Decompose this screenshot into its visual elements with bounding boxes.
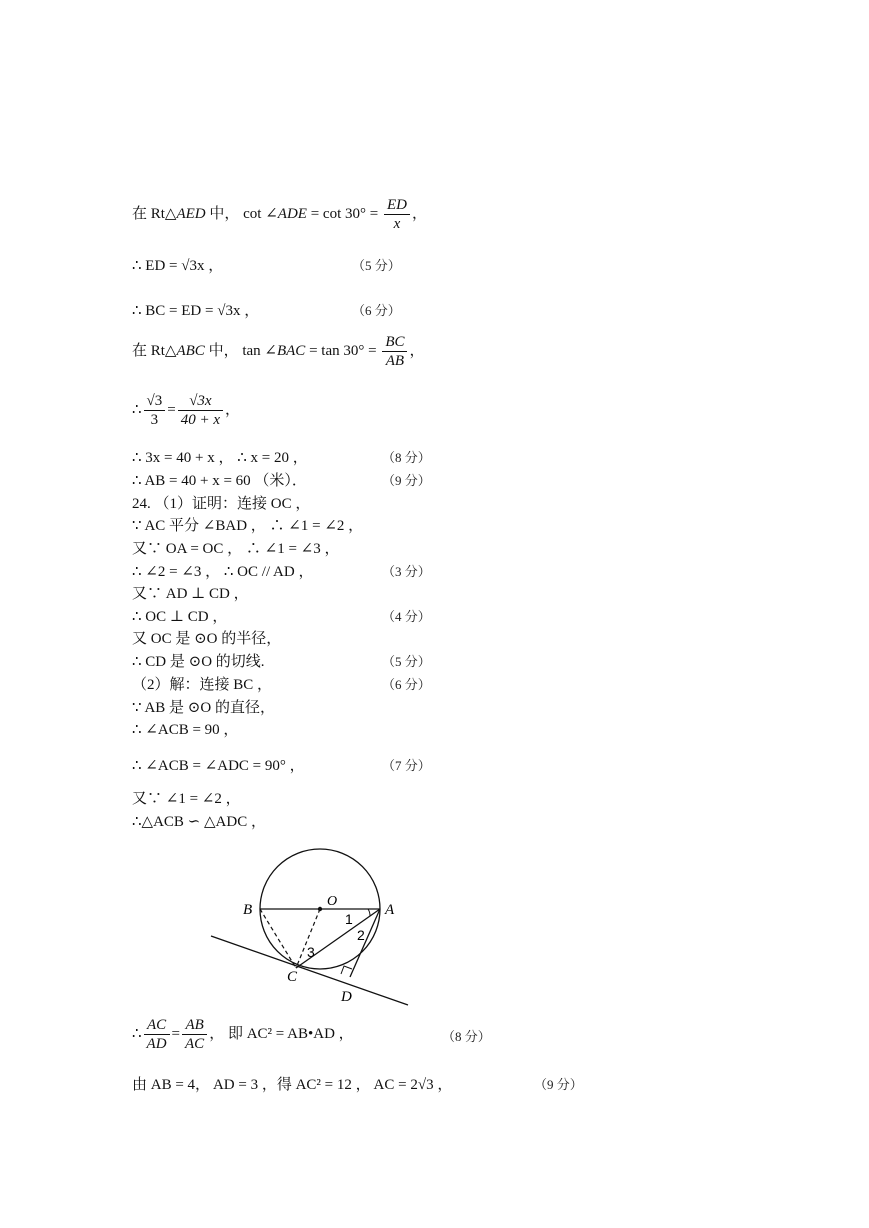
numerator: AB [182,1016,207,1035]
solution-line-23 [132,1075,452,1095]
solution-line-9 [132,516,363,536]
label-c: C [287,969,298,985]
label-d: D [341,989,352,1005]
solution-line-18 [132,720,238,740]
solution-line-16 [132,675,272,695]
text: ∴ 3x = 40 + x ， ∴ x = 20 ， [132,450,308,466]
text: ∴ ∠ACB = 90 ， [132,722,239,738]
score-mark: （3 分） [382,564,431,579]
fraction [382,333,407,370]
text: ∴ ED = √3x ， [132,258,224,274]
text: ∵ AC 平分 ∠BAD ， ∴ ∠1 = ∠2 ， [132,518,364,534]
score-mark: （6 分） [382,677,431,692]
score-mark: （6 分） [352,303,401,318]
text: ∴ [132,1025,142,1042]
text: ∴ ∠2 = ∠3 ， ∴ OC // AD ， [132,564,314,580]
text: ， [409,342,425,359]
text: ∴ BC = ED = √3x ， [132,303,260,319]
text: ∵ AB 是 ⊙O 的直径， [132,700,275,716]
solution-line-2 [132,256,223,276]
score-mark: （9 分） [382,473,431,488]
geometry-figure [200,845,420,1010]
fraction [178,392,223,429]
text: 中， tan ∠ [204,342,277,359]
text: 又∵ AD ⊥ CD ， [132,586,249,602]
solution-line-12 [132,584,249,604]
text: ， [225,401,241,418]
text: ∴△ACB ∽ △ADC ， [132,814,266,830]
denominator: AD [146,1036,167,1052]
center-dot [318,907,322,911]
solution-line-14 [132,629,281,649]
angle-arc [368,909,370,916]
text: 又∵ OA = OC ， ∴ ∠1 = ∠3 ， [132,541,340,557]
score-mark: （9 分） [534,1077,583,1092]
score-mark: （5 分） [382,654,431,669]
score-mark: （7 分） [382,758,431,773]
numerator: √3x [178,392,223,411]
denominator: AC [185,1036,205,1052]
math-var: BAC [276,342,306,359]
numerator: √3 [144,392,166,411]
solution-line-8 [132,494,310,514]
label-angle-3: 3 [307,944,315,960]
solution-line-6 [132,448,308,468]
denominator: 40 + x [180,412,221,428]
solution-line-21 [132,812,266,832]
denominator: AB [385,353,405,369]
score-mark: （4 分） [382,609,431,624]
denominator: 3 [150,412,159,428]
solution-line-22 [132,1016,354,1053]
label-angle-1: 1 [345,911,353,927]
text: 由 AB = 4， AD = 3 ，得 AC² = 12 ， AC = 2√3 ， [132,1077,453,1093]
math-var: ADE [277,205,307,222]
text: 在 Rt△ [132,342,177,359]
label-b: B [243,902,253,918]
math-var: AED [176,205,206,222]
text: ∴ ∠ACB = ∠ADC = 90° ， [132,758,305,774]
solution-line-7 [132,471,307,491]
text: = [167,401,176,418]
solution-line-4 [132,333,425,370]
score-mark: （8 分） [382,450,431,465]
text: = cot 30° = [306,205,382,222]
text: 在 Rt△ [132,205,177,222]
solution-line-5 [132,392,240,429]
math-var: ABC [176,342,205,359]
solution-line-13 [132,607,227,627]
text: ， 即 AC² = AB•AD ， [209,1025,354,1042]
fraction [182,1016,207,1053]
label-o: O [327,894,338,909]
numerator: ED [384,196,410,215]
text: = tan 30° = [305,342,381,359]
solution-line-11 [132,562,313,582]
text: 又 OC 是 ⊙O 的半径， [132,631,282,647]
denominator: x [393,216,401,232]
fraction [144,1016,170,1053]
fraction [144,392,166,429]
solution-line-17 [132,698,275,718]
label-a: A [385,902,395,918]
numerator: BC [382,333,407,352]
label-angle-2: 2 [357,927,365,943]
score-mark: （5 分） [352,258,401,273]
solution-line-10 [132,539,339,559]
text: ∴ [132,401,142,418]
solution-line-20 [132,789,241,809]
text: = [171,1025,181,1042]
solution-line-19 [132,756,305,776]
solution-line-15 [132,652,265,672]
text: ∴ OC ⊥ CD ， [132,609,228,625]
right-angle-mark [341,966,352,974]
solution-line-3 [132,301,259,321]
text: 24. （1）证明：连接 OC ， [132,496,311,512]
text: （2）解：连接 BC ， [132,677,273,693]
text: ∴ AB = 40 + x = 60 （米）． [132,473,307,489]
fraction [384,196,410,233]
text: ∴ CD 是 ⊙O 的切线. [132,654,265,670]
score-mark: （8 分） [442,1029,491,1044]
numerator: AC [144,1016,170,1035]
text: 又∵ ∠1 = ∠2 ， [132,791,241,807]
text: ， [411,205,427,222]
text: 中， cot ∠ [205,205,278,222]
solution-line-1 [132,196,427,233]
